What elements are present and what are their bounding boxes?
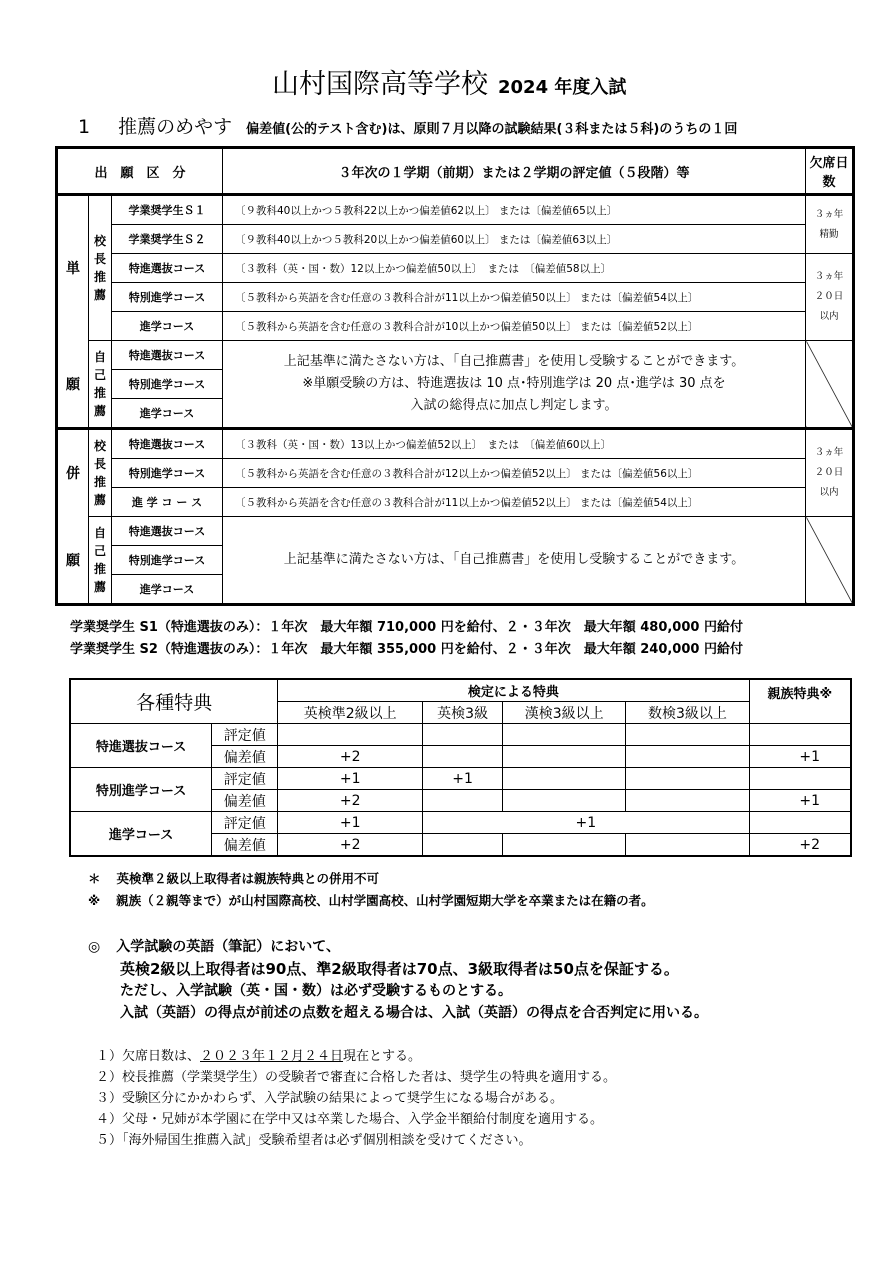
criteria-text: 〔５教科から英語を含む任意の３教科合計が10以上かつ偏差値50以上〕 または〔偏差値52以上〕	[223, 312, 806, 341]
table-row	[57, 283, 854, 312]
english-line-3: ただし、入学試験（英・国・数）は必ず受験するものとする。	[120, 983, 512, 999]
page-title	[272, 62, 626, 101]
row-label: 偏差値	[212, 746, 278, 768]
cell	[423, 746, 503, 768]
cell: +2	[278, 746, 423, 768]
criteria-text: 〔９教科40以上かつ５教科20以上かつ偏差値60以上〕 または〔偏差値63以上〕	[223, 225, 806, 254]
self-note-combined: 上記基準に満たさない方は、「自己推薦書」を使用し受験することができます。	[223, 517, 806, 605]
course-name: 特進選抜コース	[70, 724, 212, 768]
course-name: 特進選抜コース	[112, 254, 223, 283]
benefits-header-row	[70, 679, 851, 702]
absence-days: ３ヵ年 ２０日 以内	[806, 254, 854, 341]
criteria-table	[55, 146, 855, 606]
cell: +1	[278, 812, 423, 834]
self-label-single: 自己推薦	[89, 341, 112, 429]
english-line-2: 英検2級以上取得者は90点、準2級取得者は70点、3級取得者は50点を保証する。	[120, 960, 679, 978]
cell: +1	[749, 746, 851, 768]
table-row	[57, 312, 854, 341]
course-name: 特別進学コース	[112, 546, 223, 575]
criteria-text: 〔３教科（英・国・数）12以上かつ偏差値50以上〕 または 〔偏差値58以上〕	[223, 254, 806, 283]
cell	[503, 768, 626, 790]
cell	[423, 724, 503, 746]
absence-days: ３ヵ年 ２０日 以内	[806, 429, 854, 517]
group-single-bottom: 願	[57, 341, 89, 429]
section-heading	[78, 112, 737, 139]
course-name: 特別進学コース	[70, 768, 212, 812]
table-row	[57, 488, 854, 517]
absence-cutoff-date: ２０２３年１２月２４日	[200, 1049, 344, 1064]
note-star: ＊ 英検準２級以上取得者は親族特典との併用不可	[88, 871, 380, 886]
cell: +2	[278, 834, 423, 857]
cert-col: 英検準2級以上	[278, 702, 423, 724]
course-name: 学業奨学生Ｓ２	[112, 225, 223, 254]
table-row	[70, 768, 851, 790]
self-label-combined: 自己推薦	[89, 517, 112, 605]
school-name: 山村国際高等学校	[272, 69, 488, 100]
group-combined-top: 併	[57, 429, 89, 517]
table-row	[57, 195, 854, 225]
section-number: 1	[78, 116, 91, 138]
empty-diagonal-cell	[806, 341, 854, 429]
cell	[749, 812, 851, 834]
cell	[278, 724, 423, 746]
course-name: 進学コース	[70, 812, 212, 857]
section-note: 偏差値(公的テスト含む)は、原則７月以降の試験結果(３科または５科)のうちの１回	[246, 122, 738, 137]
cell	[626, 724, 749, 746]
footnote-4: ４）父母・兄姉が本学園に在学中又は卒業した場合、入学金半額給付制度を適用する。	[96, 1112, 604, 1127]
table-row	[70, 724, 851, 746]
course-name: 特進選抜コース	[112, 341, 223, 370]
principal-label-combined: 校長推薦	[89, 429, 112, 517]
cell	[626, 834, 749, 857]
cell	[749, 768, 851, 790]
english-line-1: ◎ 入学試験の英語（筆記）において、	[88, 939, 340, 955]
cert-col: 漢検3級以上	[503, 702, 626, 724]
table-row	[70, 812, 851, 834]
group-single-top: 単	[57, 195, 89, 341]
course-name: 進学コース	[112, 575, 223, 605]
exam-year: 2024 年度入試	[498, 77, 627, 98]
footnote-5: ５）「海外帰国生推薦入試」受験希望者は必ず個別相談を受けてください。	[96, 1133, 532, 1148]
table-row	[57, 429, 854, 459]
course-name: 特別進学コース	[112, 283, 223, 312]
family-header: 親族特典※	[749, 679, 851, 724]
group-combined-bottom: 願	[57, 517, 89, 605]
course-name: 特進選抜コース	[112, 429, 223, 459]
cert-header: 検定による特典	[278, 679, 749, 702]
table-row	[57, 459, 854, 488]
absence-scholar: ３ヵ年 精勤	[806, 195, 854, 254]
cell	[503, 724, 626, 746]
cell	[503, 746, 626, 768]
scholarship-note-s1: 学業奨学生 S1（特進選抜のみ）：１年次 最大年額 710,000 円を給付、２・３年次 最大年額 480,000 円給付	[70, 620, 743, 635]
footnote-3: ３）受験区分にかかわらず、入学試験の結果によって奨学生になる場合がある。	[96, 1091, 563, 1106]
row-label: 偏差値	[212, 790, 278, 812]
criteria-text: 〔３教科（英・国・数）13以上かつ偏差値52以上〕 または 〔偏差値60以上〕	[223, 429, 806, 459]
table-row	[57, 517, 854, 546]
criteria-text: 〔５教科から英語を含む任意の３教科合計が12以上かつ偏差値52以上〕 または〔偏差値56以上〕	[223, 459, 806, 488]
course-name: 特進選抜コース	[112, 517, 223, 546]
cell: +1	[423, 812, 749, 834]
criteria-text: 〔５教科から英語を含む任意の３教科合計が11以上かつ偏差値52以上〕 または〔偏差値54以上〕	[223, 488, 806, 517]
col-absence: 欠席日数	[806, 148, 854, 195]
self-note-single: 上記基準に満たさない方は、「自己推薦書」を使用し受験することができます。 ※単願受験の方は、特進選抜は 10 点･特別進学は 20 点･進学は 30 点を 入試の総得点に加点し判定します。	[223, 341, 806, 429]
cell	[749, 724, 851, 746]
cell: +1	[423, 768, 503, 790]
cell	[423, 790, 503, 812]
cell: +2	[749, 834, 851, 857]
cell	[626, 790, 749, 812]
table-row	[57, 254, 854, 283]
principal-label-single: 校長推薦	[89, 195, 112, 341]
criteria-text: 〔５教科から英語を含む任意の３教科合計が11以上かつ偏差値50以上〕 または〔偏差値54以上〕	[223, 283, 806, 312]
benefits-table	[69, 678, 852, 857]
cell: +1	[749, 790, 851, 812]
note-ref: ※ 親族（２親等まで）が山村国際高校、山村学園高校、山村学園短期大学を卒業または在籍の者。	[88, 893, 654, 908]
row-label: 評定値	[212, 724, 278, 746]
col-division: 出 願 区 分	[57, 148, 223, 195]
footnote-1: １）欠席日数は、２０２３年１２月２４日現在とする。	[96, 1049, 422, 1064]
course-name: 進 学 コ ー ス	[112, 488, 223, 517]
criteria-header-row	[57, 148, 854, 195]
course-name: 進学コース	[112, 312, 223, 341]
course-name: 進学コース	[112, 399, 223, 429]
table-row	[57, 341, 854, 370]
cell	[503, 834, 626, 857]
cell	[503, 790, 626, 812]
cell	[626, 746, 749, 768]
row-label: 評定値	[212, 768, 278, 790]
footnote-2: ２）校長推薦（学業奨学生）の受験者で審査に合格した者は、奨学生の特典を適用する。	[96, 1070, 617, 1085]
criteria-text: 〔９教科40以上かつ５教科22以上かつ偏差値62以上〕 または〔偏差値65以上〕	[223, 195, 806, 225]
empty-diagonal-cell	[806, 517, 854, 605]
col-criteria: ３年次の１学期（前期）または２学期の評定値（５段階）等	[223, 148, 806, 195]
cell: +1	[278, 768, 423, 790]
course-name: 特別進学コース	[112, 459, 223, 488]
table-row	[57, 225, 854, 254]
cell	[423, 834, 503, 857]
benefits-title: 各種特典	[70, 679, 278, 724]
row-label: 評定値	[212, 812, 278, 834]
course-name: 学業奨学生Ｓ１	[112, 195, 223, 225]
row-label: 偏差値	[212, 834, 278, 857]
cert-col: 英検3級	[423, 702, 503, 724]
english-line-4: 入試（英語）の得点が前述の点数を超える場合は、入試（英語）の得点を合否判定に用いる。	[120, 1005, 708, 1021]
cert-col: 数検3級以上	[626, 702, 749, 724]
cell	[626, 768, 749, 790]
section-title: 推薦のめやす	[118, 116, 233, 138]
scholarship-note-s2: 学業奨学生 S2（特進選抜のみ）：１年次 最大年額 355,000 円を給付、２・３年次 最大年額 240,000 円給付	[70, 642, 743, 657]
course-name: 特別進学コース	[112, 370, 223, 399]
cell: +2	[278, 790, 423, 812]
